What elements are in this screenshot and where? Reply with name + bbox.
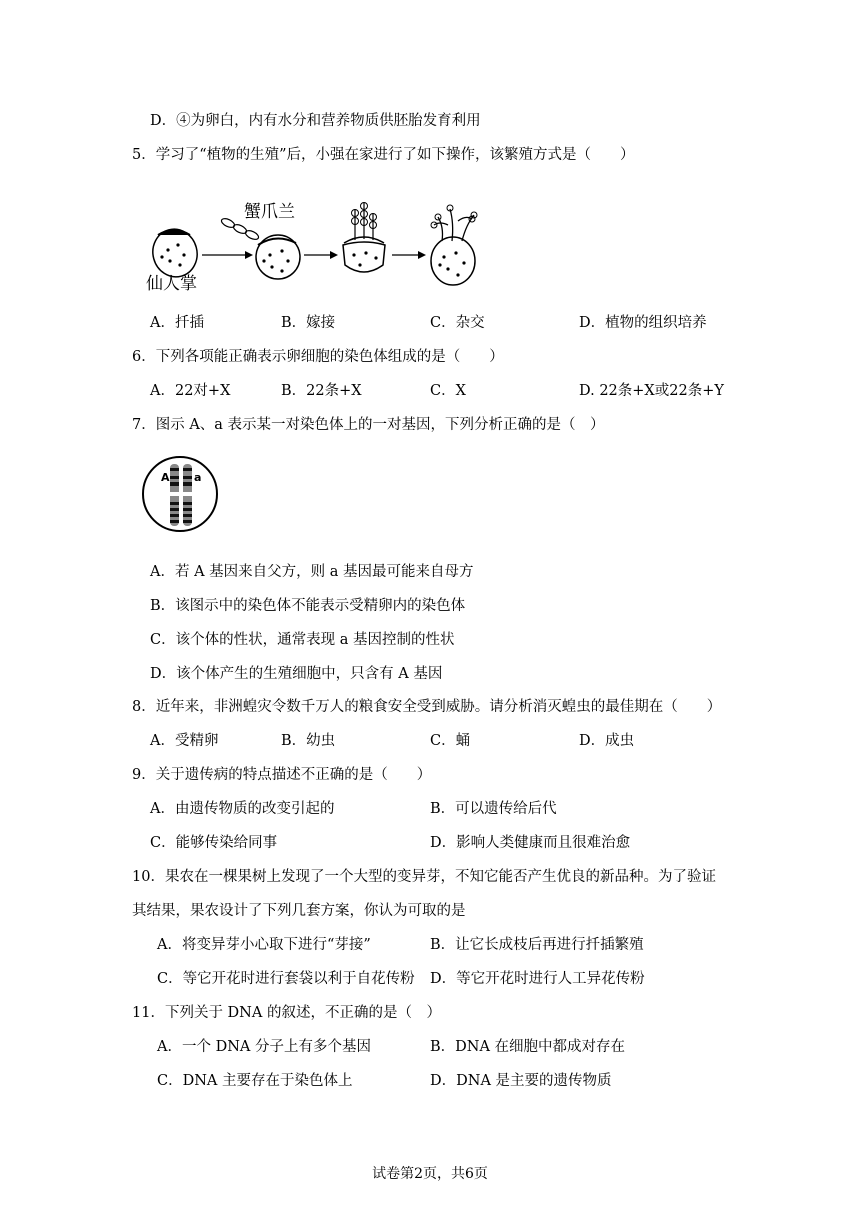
q5-option-c: C．杂交 (430, 315, 485, 331)
q11-option-a: A．一个 DNA 分子上有多个基因 (157, 1039, 371, 1055)
gene-A-label: A (161, 471, 170, 484)
q6-stem: 6．下列各项能正确表示卵细胞的染色体组成的是（ ） (132, 349, 504, 365)
q5-option-d: D．植物的组织培养 (579, 315, 707, 331)
q11-option-b: B．DNA 在细胞中都成对存在 (430, 1039, 626, 1055)
q10-stem-line2: 其结果，果农设计了下列几套方案，你认为可取的是 (132, 903, 466, 919)
q7-option-b: B．该图示中的染色体不能表示受精卵内的染色体 (150, 598, 466, 614)
q8-option-d: D．成虫 (579, 733, 635, 749)
q9-stem: 9．关于遗传病的特点描述不正确的是（ ） (132, 767, 432, 783)
q8-option-a: A．受精卵 (150, 733, 219, 749)
q8-option-c: C．蛹 (430, 733, 471, 749)
q6-option-a: A．22对+X (150, 383, 231, 399)
arrow-right-icon (245, 251, 253, 259)
q9-option-a: A．由遗传物质的改变引起的 (150, 801, 335, 817)
crab-cactus-label: 蟹爪兰 (244, 202, 295, 222)
q6-option-d: D. 22条+X或22条+Y (579, 383, 724, 399)
arrow-right-icon (418, 251, 426, 259)
q7-option-d: D．该个体产生的生殖细胞中，只含有 A 基因 (150, 666, 443, 682)
q9-option-d: D．影响人类健康而且很难治愈 (430, 835, 631, 851)
q8-option-b: B．幼虫 (281, 733, 336, 749)
q7-stem: 7．图示 A、a 表示某一对染色体上的一对基因，下列分析正确的是（ ） (132, 417, 605, 433)
q9-option-b: B．可以遗传给后代 (430, 801, 557, 817)
page-footer: 试卷第2页，共6页 (372, 1166, 488, 1182)
q10-option-a: A．将变异芽小心取下进行“芽接” (157, 937, 371, 953)
cactus-label: 仙人掌 (146, 274, 197, 294)
q5-stem: 5．学习了“植物的生殖”后，小强在家进行了如下操作，该繁殖方式是（ ） (132, 147, 635, 163)
q10-option-d: D．等它开花时进行人工异花传粉 (430, 971, 645, 987)
q4-option-d: D．④为卵白，内有水分和营养物质供胚胎发育利用 (150, 113, 481, 129)
arrow-right-icon (330, 251, 338, 259)
q6-option-b: B．22条+X (281, 383, 362, 399)
q7-option-a: A．若 A 基因来自父方，则 a 基因最可能来自母方 (150, 564, 474, 580)
q6-option-c: C．X (430, 383, 466, 399)
chromosome-pair-figure (140, 452, 220, 538)
q11-option-c: C．DNA 主要存在于染色体上 (157, 1073, 353, 1089)
q5-option-a: A．扦插 (150, 315, 204, 331)
q7-option-c: C．该个体的性状，通常表现 a 基因控制的性状 (150, 632, 455, 648)
grown-crab-cactus-icon (431, 205, 477, 285)
q11-stem: 11．下列关于 DNA 的叙述，不正确的是（ ） (132, 1005, 441, 1021)
q9-option-c: C．能够传染给同事 (150, 835, 278, 851)
gene-a-label: a (194, 471, 202, 484)
q5-option-b: B．嫁接 (281, 315, 336, 331)
q8-stem: 8．近年来，非洲蝗灾令数千万人的粮食安全受到威胁。请分析消灭蝗虫的最佳期在（ ） (132, 699, 722, 715)
q11-option-d: D．DNA 是主要的遗传物质 (430, 1073, 612, 1089)
q10-stem-line1: 10．果农在一棵果树上发现了一个大型的变异芽，不知它能否产生优良的新品种。为了验证 (132, 869, 716, 885)
grafted-cactus-icon (343, 203, 385, 273)
grafting-figure (140, 195, 490, 295)
q10-option-c: C．等它开花时进行套袋以利于自花传粉 (157, 971, 415, 987)
q10-option-b: B．让它长成枝后再进行扦插繁殖 (430, 937, 644, 953)
cactus-pad-cut-icon (256, 235, 300, 279)
